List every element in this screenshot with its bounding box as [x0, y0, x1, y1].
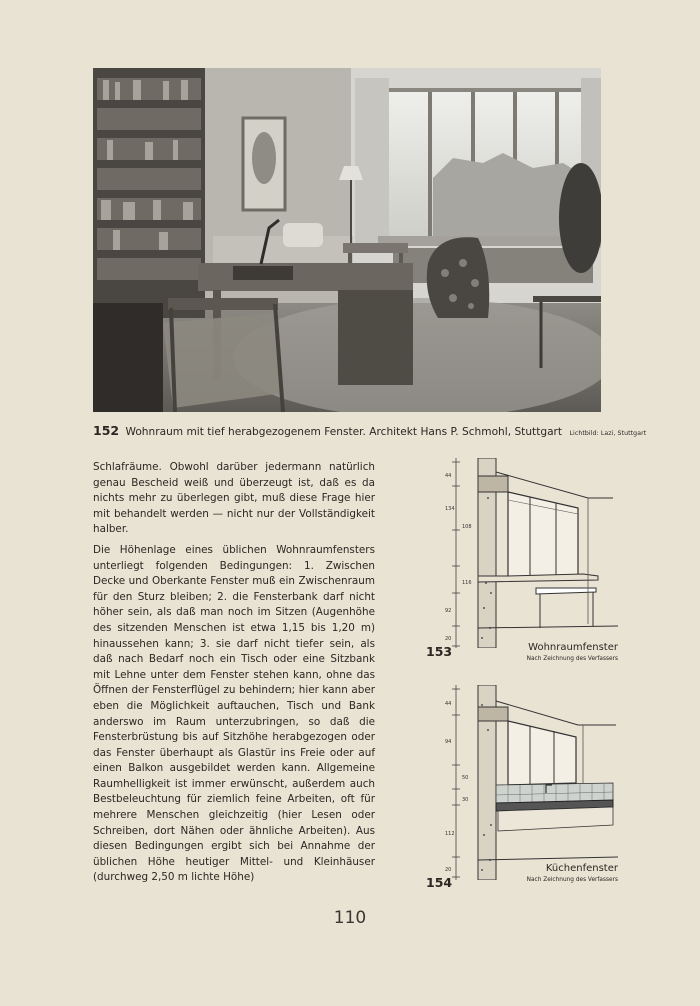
caption-text: Wohnraum mit tief herabgezogenem Fenster. Architekt Hans P. Schmohl, Stuttgart: [125, 426, 563, 438]
dim-label: 30: [462, 797, 469, 803]
dim-label: 44: [445, 473, 452, 479]
dim-label: 108: [462, 524, 472, 530]
body-text-column: [93, 460, 375, 891]
interior-photograph: [93, 68, 601, 412]
figure-153: [418, 458, 618, 668]
dim-label: 92: [445, 608, 452, 614]
figure-credit: Nach Zeichnung des Verfassers: [526, 877, 618, 883]
dim-label: 44: [445, 701, 452, 707]
dim-label: 20: [445, 636, 452, 642]
figure-number: 152: [93, 423, 120, 438]
dim-label: 116: [462, 580, 472, 586]
figure-number: 154: [426, 875, 453, 890]
figure-title: Küchenfenster: [545, 863, 618, 874]
paragraph: Schlafräume. Obwohl darüber jedermann natürlich genau Bescheid weiß und überzeugt ist, daß es da nichts mehr zu überlegen gibt, muß diese Frage hier mit behandelt werden — nicht nur der Vollständigkeit halber.: [93, 461, 375, 536]
dim-label: 94: [445, 739, 452, 745]
dim-label: 20: [445, 867, 452, 873]
paragraph: Die Höhenlage eines üblichen Wohnraumfensters unterliegt folgenden Bedingungen: 1. Zwischen Decke und Oberkante Fenster muß ein Zwischenraum für den Sturz bleiben; 2. die Fensterbank darf nicht höher sein, als daß man noch im Sitzen (Augenhöhe des sitzenden Menschen ist etwa 1,15 bis 1,20 m) hinaussehen kann; 3. sie darf nicht tiefer sein, als daß nach Bedarf noch ein Tisch oder eine Sitzbank mit Lehne unter dem Fenster stehen kann, ohne das Öffnen der Fensterflügel zu behindern; hier kann aber eben die Möglichkeit auftauchen, Tisch und Bank anderswo im Raum unterzubringen, so daß die Fensterbrüstung bis auf Sitzhöhe herabgezogen oder das Fenster überhaupt als Glastür ins Freie oder auf einen Balkon ausgebildet werden kann. Allgemeine Raumhelligkeit ist immer erwünscht, außerdem auch Bestbeleuchtung für ziemlich feine Arbeiten, oft für mehrere Menschen gleichzeitig (hier Lesen oder Schreiben, dort Nähen oder ähnliche Arbeiten). Aus diesen Bedingungen ergibt sich bei Annahme der üblichen Höhe heutiger Mittel- und Kleinhäuser (durchweg 2,50 m lichte Höhe): [93, 543, 375, 884]
figure-title: Wohnraumfenster: [528, 642, 618, 653]
dim-label: 134: [445, 506, 455, 512]
figure-154: [418, 685, 618, 890]
figure-number: 153: [426, 644, 453, 659]
figure-credit: Nach Zeichnung des Verfassers: [526, 656, 618, 662]
living-room-image: [93, 68, 601, 412]
page-number: 110: [333, 908, 367, 928]
dim-label: 112: [445, 831, 455, 837]
photo-credit: Lichtbild: Lazi, Stuttgart: [569, 430, 647, 437]
dim-label: 50: [462, 775, 469, 781]
kuechenfenster-drawing: [418, 685, 618, 880]
wohnraumfenster-drawing: [418, 458, 618, 648]
photo-caption: [93, 423, 647, 438]
